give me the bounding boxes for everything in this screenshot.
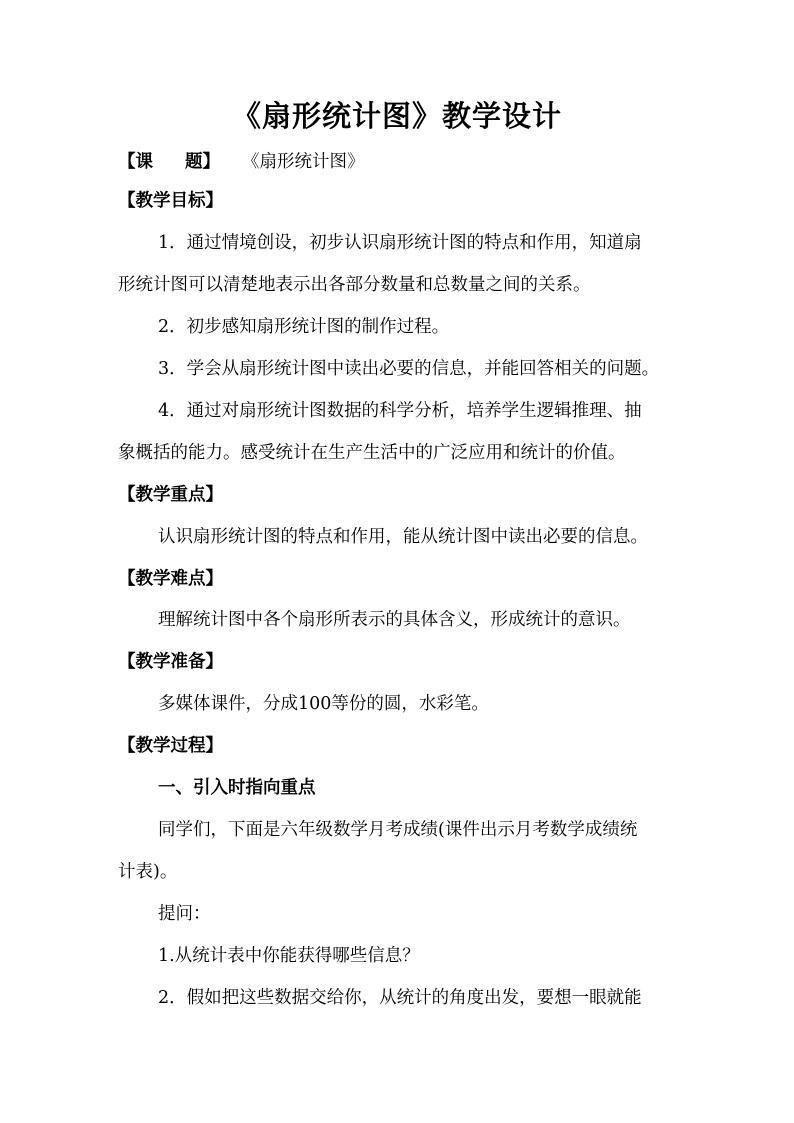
objective-1-line-1: 1．通过情境创设，初步认识扇形统计图的特点和作用，知道扇: [158, 233, 642, 253]
difficulties-text: 理解统计图中各个扇形所表示的具体含义，形成统计的意识。: [158, 610, 631, 630]
objectives-heading: 【教学目标】: [118, 191, 223, 211]
objective-3: 3．学会从扇形统计图中读出必要的信息，并能回答相关的问题。: [158, 359, 660, 379]
difficulties-heading: 【教学难点】: [118, 569, 223, 589]
document-title: 《扇形统计图》教学设计: [231, 99, 562, 133]
process-question-1: 1.从统计表中你能获得哪些信息？: [158, 946, 420, 966]
process-paragraph-1-line-1: 同学们，下面是六年级数学月考成绩(课件出示月考数学成绩统: [158, 820, 638, 840]
objective-2: 2．初步感知扇形统计图的制作过程。: [158, 317, 450, 337]
topic-label-open: 【课: [118, 152, 153, 172]
process-question-2: 2．假如把这些数据交给你，从统计的角度出发，要想一眼就能: [158, 988, 642, 1008]
objective-4-line-2: 象概括的能力。感受统计在生产生活中的广泛应用和统计的价值。: [118, 443, 626, 463]
key-points-text: 认识扇形统计图的特点和作用，能从统计图中读出必要的信息。: [158, 527, 648, 547]
key-points-heading: 【教学重点】: [118, 485, 223, 505]
preparation-text: 多媒体课件，分成100等份的圆，水彩笔。: [158, 694, 489, 714]
process-heading: 【教学过程】: [118, 736, 223, 756]
topic-label-close: 题】: [185, 152, 220, 172]
process-subheading-1: 一、引入时指向重点: [158, 778, 316, 798]
objective-1-line-2: 形统计图可以清楚地表示出各部分数量和总数量之间的关系。: [118, 275, 591, 295]
objective-4-line-1: 4．通过对扇形统计图数据的科学分析，培养学生逻辑推理、抽: [158, 401, 642, 421]
process-ask-label: 提问：: [158, 904, 211, 924]
topic-value: 《扇形统计图》: [242, 152, 365, 172]
topic-row: [118, 150, 678, 174]
preparation-heading: 【教学准备】: [118, 652, 223, 672]
process-paragraph-1-line-2: 计表)。: [118, 862, 178, 882]
